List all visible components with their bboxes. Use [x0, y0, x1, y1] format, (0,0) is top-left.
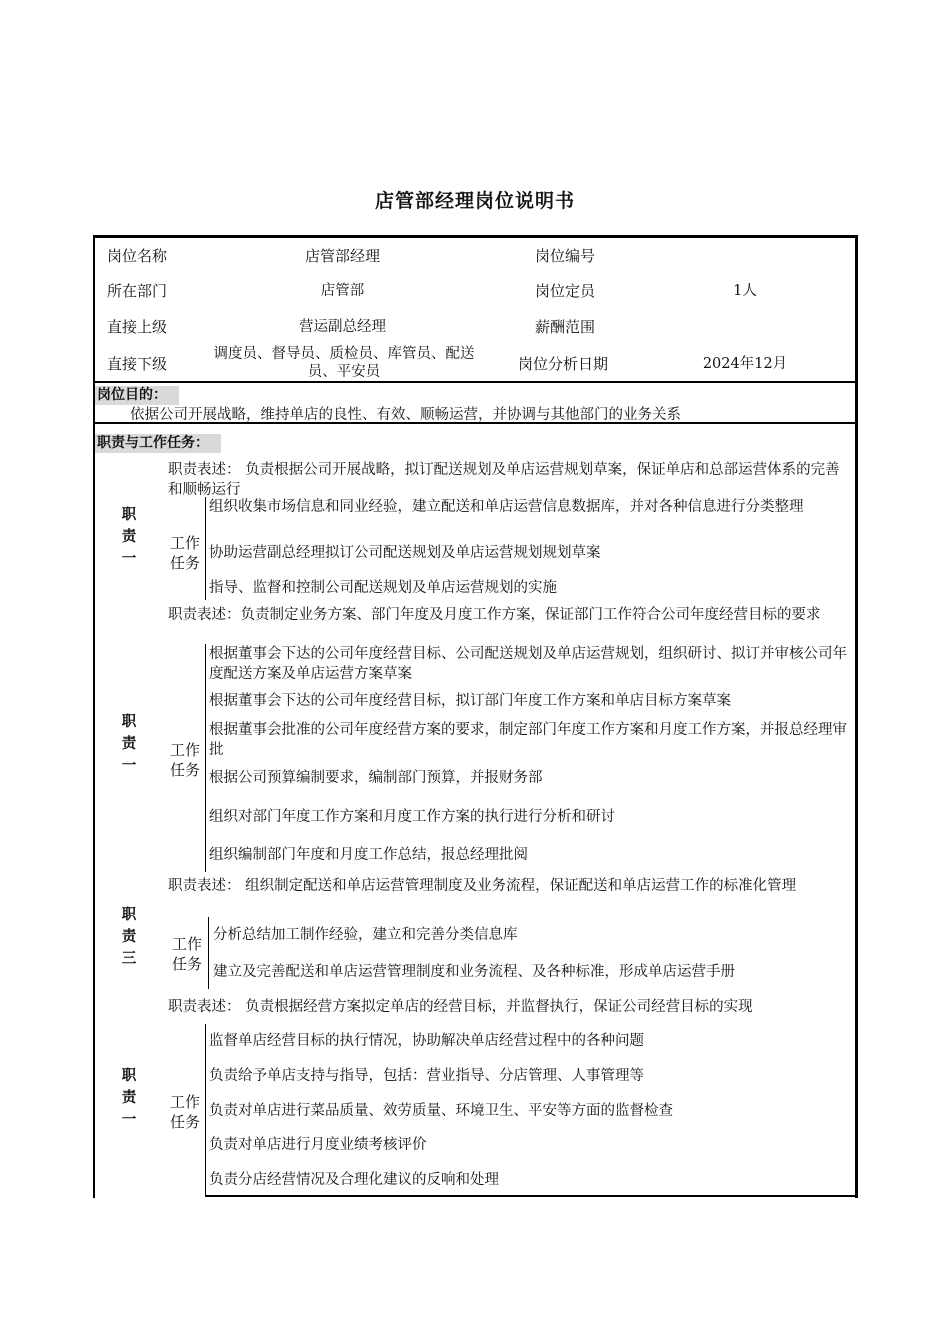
analysis-date-label: 岗位分析日期: [518, 355, 609, 373]
duty-1-statement: 职责表述： 负责根据公司开展战略，拟订配送规划及单店运营规划草案，保证单店和总部运营体系的完善和顺畅运行: [168, 462, 840, 498]
table-top-border: [93, 235, 858, 238]
duty-4-statement: 职责表述： 负责根据经营方案拟定单店的经营目标，并监督执行，保证公司经营目标的实现: [168, 999, 753, 1015]
duty-2-statement: 职责表述：负责制定业务方案、部门年度及月度工作方案，保证部门工作符合公司年度经营目标的要求: [168, 607, 821, 623]
salary-label: 薪酬范围: [535, 318, 596, 336]
duty-2-task-5: 组织对部门年度工作方案和月度工作方案的执行进行分析和研讨: [209, 809, 615, 825]
duties-heading: 职责与工作任务：: [95, 434, 221, 453]
department-label: 所在部门: [107, 282, 168, 300]
duty-4-task-4: 负责对单店进行月度业绩考核评价: [209, 1137, 427, 1153]
duty-4-task-3: 负责对单店进行菜品质量、效劳质量、环境卫生、平安等方面的监督检查: [209, 1103, 673, 1119]
purpose-heading: 岗位目的：: [95, 386, 179, 405]
table-right-border: [855, 235, 858, 1198]
task-divider-4: [205, 1024, 206, 1196]
superior-value: 营运副总经理: [299, 319, 386, 335]
position-name-label: 岗位名称: [107, 247, 168, 265]
task-divider-3: [208, 917, 209, 989]
duty-3-statement: 职责表述： 组织制定配送和单店运营管理制度及业务流程，保证配送和单店运营工作的标准化管理: [168, 878, 797, 894]
duty-3-task-1: 分析总结加工制作经验，建立和完善分类信息库: [213, 927, 518, 943]
duty-1-label: 职 责 一: [121, 507, 137, 567]
divider-info-purpose: [93, 381, 858, 383]
purpose-text: 依据公司开展战略，维持单店的良性、有效、顺畅运营，并协调与其他部门的业务关系: [130, 407, 681, 423]
subordinate-value-line-1: 调度员、督导员、质检员、库管员、配送: [213, 346, 475, 362]
duty-2-task-2: 根据董事会下达的公司年度经营目标，拟订部门年度工作方案和单店目标方案草案: [209, 693, 731, 709]
duty-4-task-5: 负责分店经营情况及合理化建议的反响和处理: [209, 1172, 499, 1188]
duty-2-task-label: 工作 任务: [169, 741, 200, 779]
headcount-label: 岗位定员: [535, 282, 596, 300]
task-divider-1: [205, 497, 206, 600]
duty-1-task-1: 组织收集市场信息和同业经验，建立配送和单店运营信息数据库，并对各种信息进行分类整理: [209, 499, 804, 515]
duty-1-task-label: 工作 任务: [169, 534, 200, 572]
duty-2-task-4: 根据公司预算编制要求，编制部门预算，并报财务部: [209, 770, 543, 786]
department-value: 店管部: [320, 283, 365, 299]
duty-2-task-6: 组织编制部门年度和月度工作总结，报总经理批阅: [209, 847, 528, 863]
duty-2-task-1: 根据董事会下达的公司年度经营目标、公司配送规划及单店运营规划，组织研讨、拟订并审核公司年度配送方案及单店运营方案草案: [209, 646, 847, 682]
subordinate-label: 直接下级: [107, 355, 168, 373]
duty-4-task-1: 监督单店经营目标的执行情况，协助解决单店经营过程中的各种问题: [209, 1033, 644, 1049]
duty-3-task-label: 工作 任务: [171, 935, 202, 973]
duty-1-task-3: 指导、监督和控制公司配送规划及单店运营规划的实施: [209, 580, 557, 596]
duty-2-label: 职 责 一: [121, 714, 137, 774]
duty-4-label: 职 责 一: [121, 1068, 137, 1128]
superior-label: 直接上级: [107, 318, 168, 336]
position-code-label: 岗位编号: [535, 247, 596, 265]
headcount-value: 1人: [733, 283, 757, 299]
duty-4-task-label: 工作 任务: [169, 1093, 200, 1131]
table-bottom-border: [205, 1195, 858, 1197]
duty-1-task-2: 协助运营副总经理拟订公司配送规划及单店运营规划规划草案: [209, 545, 601, 561]
duty-3-task-2: 建立及完善配送和单店运营管理制度和业务流程、及各种标准，形成单店运营手册: [213, 964, 735, 980]
task-divider-2: [205, 644, 206, 872]
subordinate-value-line-2: 员、平安员: [307, 364, 381, 380]
document-title: 店管部经理岗位说明书: [374, 190, 575, 212]
analysis-date-value: 2024年12月: [702, 356, 788, 372]
duty-2-task-3: 根据董事会批准的公司年度经营方案的要求，制定部门年度工作方案和月度工作方案，并报总经理审批: [209, 722, 847, 758]
duty-3-label: 职 责 三: [121, 907, 137, 967]
position-name-value: 店管部经理: [304, 247, 380, 265]
duty-4-task-2: 负责给予单店支持与指导，包括：营业指导、分店管理、人事管理等: [209, 1068, 644, 1084]
table-left-border: [93, 235, 95, 1198]
